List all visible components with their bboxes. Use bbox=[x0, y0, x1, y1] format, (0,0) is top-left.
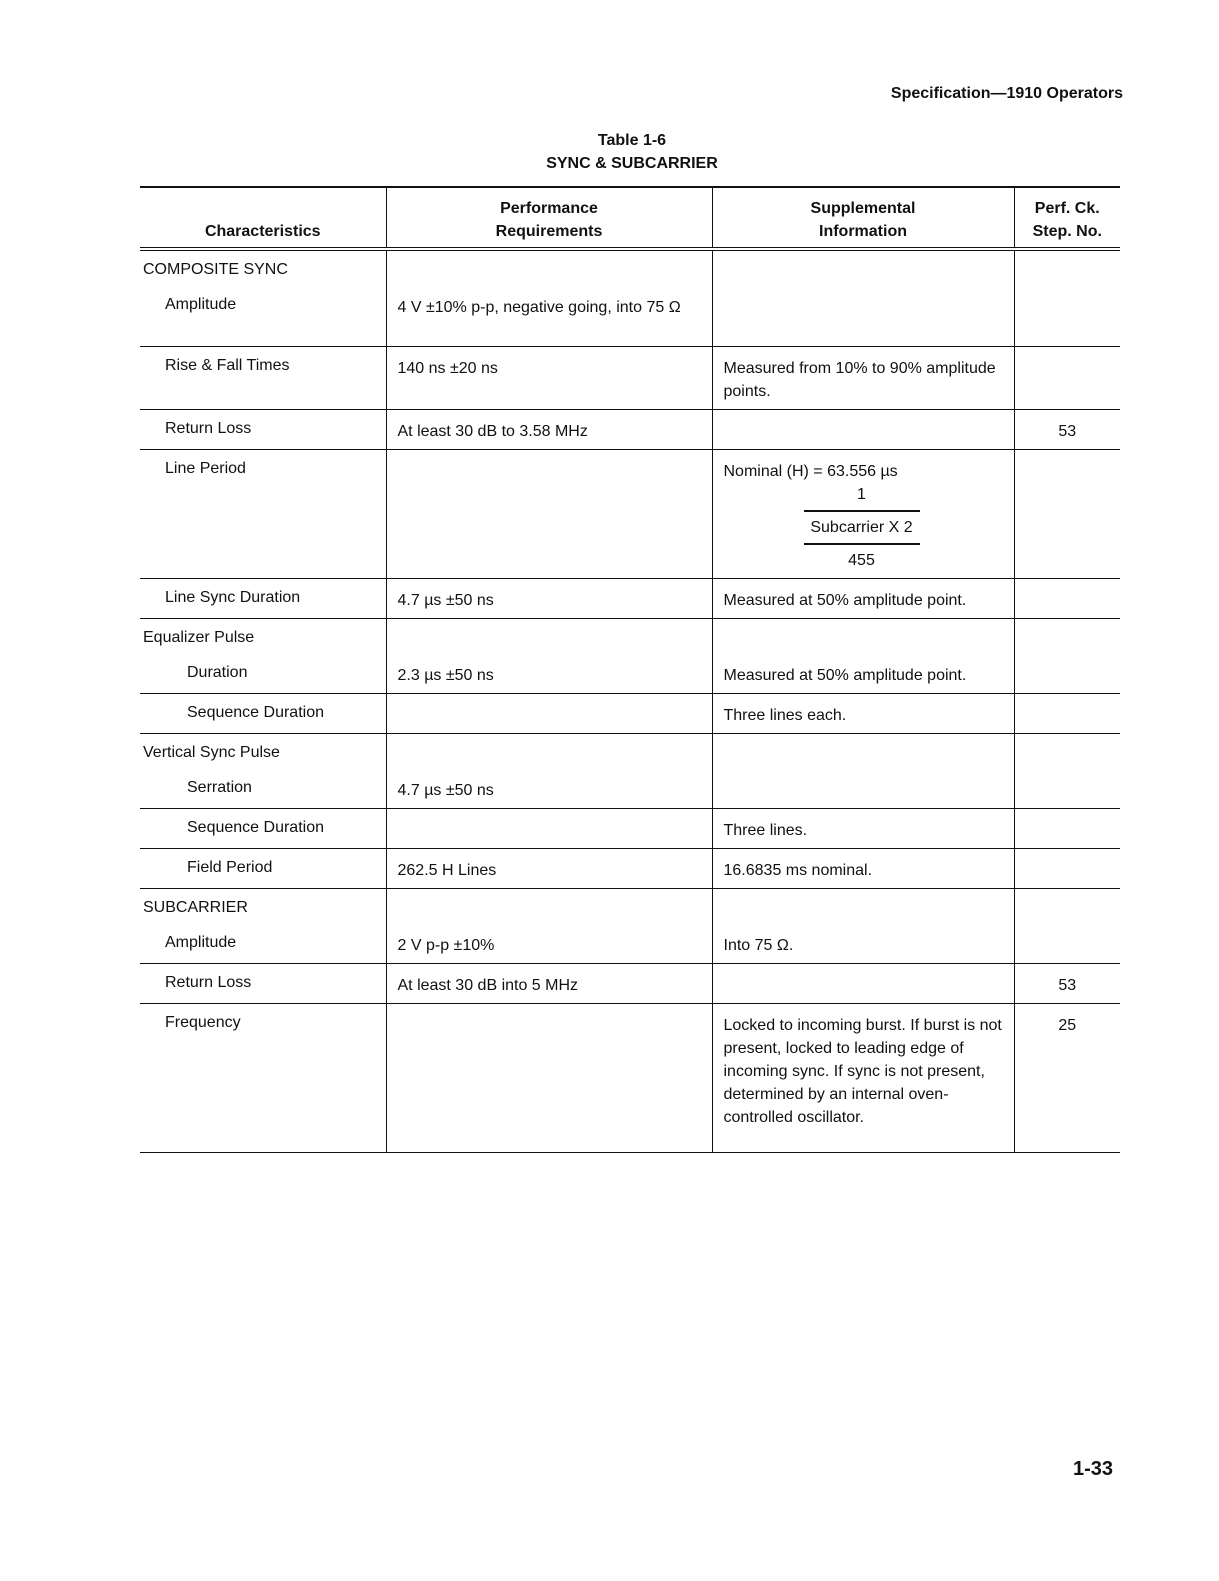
supplemental-cell bbox=[712, 409, 1014, 449]
characteristic-cell bbox=[140, 249, 386, 346]
supplemental-text: Measured at 50% amplitude point. bbox=[723, 591, 967, 609]
fraction-bar bbox=[804, 543, 920, 545]
step-cell bbox=[1014, 808, 1120, 848]
table-row bbox=[140, 578, 1120, 618]
performance-text: 4.7 µs ±50 ns bbox=[397, 591, 494, 609]
supplemental-cell bbox=[712, 249, 1014, 346]
table-row bbox=[140, 1003, 1120, 1152]
group-label: Equalizer Pulse bbox=[143, 628, 255, 646]
characteristic-cell bbox=[140, 618, 386, 693]
table-row bbox=[140, 848, 1120, 888]
header-row bbox=[140, 187, 1120, 249]
performance-text: 4 V ±10% p-p, negative going, into 75 Ω bbox=[397, 299, 681, 316]
characteristic-cell bbox=[140, 1003, 386, 1152]
step-cell bbox=[1014, 733, 1120, 808]
characteristic-cell bbox=[140, 346, 386, 409]
performance-cell bbox=[386, 848, 712, 888]
supplemental-cell bbox=[712, 1003, 1014, 1152]
step-cell bbox=[1014, 888, 1120, 963]
header-characteristics: Characteristics bbox=[204, 223, 321, 240]
characteristic-cell bbox=[140, 693, 386, 733]
table-row bbox=[140, 449, 1120, 578]
step-cell: 53 bbox=[1014, 963, 1120, 1003]
table-row bbox=[140, 963, 1120, 1003]
step-cell bbox=[1014, 618, 1120, 693]
characteristic-name: Amplitude bbox=[165, 933, 237, 951]
fraction bbox=[804, 483, 920, 572]
fraction-denominator: 455 bbox=[848, 551, 875, 569]
performance-cell bbox=[386, 578, 712, 618]
supplemental-cell bbox=[712, 346, 1014, 409]
supplemental-text: Three lines. bbox=[723, 821, 808, 839]
step-cell bbox=[1014, 449, 1120, 578]
step-cell bbox=[1014, 578, 1120, 618]
header-performance: Performance Requirements bbox=[495, 200, 603, 240]
performance-text: At least 30 dB to 3.58 MHz bbox=[397, 422, 588, 440]
characteristic-name: Rise & Fall Times bbox=[165, 356, 290, 374]
supplemental-text: Three lines each. bbox=[723, 706, 847, 724]
performance-text: 262.5 H Lines bbox=[397, 861, 497, 879]
supplemental-text: Into 75 Ω. bbox=[723, 936, 794, 954]
performance-cell bbox=[386, 449, 712, 578]
header-performance-cell bbox=[386, 187, 712, 249]
fraction-numerator: 1 bbox=[857, 485, 866, 503]
characteristic-name: Amplitude bbox=[165, 296, 237, 313]
spec-table bbox=[140, 186, 1120, 1153]
performance-cell bbox=[386, 346, 712, 409]
header-characteristics-cell bbox=[140, 187, 386, 249]
characteristic-cell bbox=[140, 808, 386, 848]
supplemental-cell bbox=[712, 963, 1014, 1003]
characteristic-name: Sequence Duration bbox=[187, 818, 324, 836]
step-cell: 53 bbox=[1014, 409, 1120, 449]
header-step-cell bbox=[1014, 187, 1120, 249]
table-row bbox=[140, 693, 1120, 733]
characteristic-name: Return Loss bbox=[165, 973, 252, 991]
fraction-bar bbox=[804, 510, 920, 512]
supplemental-text: Nominal (H) = 63.556 µs bbox=[723, 462, 898, 480]
performance-cell bbox=[386, 409, 712, 449]
header-supplemental: Supplemental Information bbox=[810, 200, 916, 240]
step-cell: 25 bbox=[1014, 1003, 1120, 1152]
characteristic-cell bbox=[140, 888, 386, 963]
supplemental-text: Measured from 10% to 90% amplitude points. bbox=[723, 359, 996, 400]
performance-text: 4.7 µs ±50 ns bbox=[397, 781, 494, 799]
step-cell bbox=[1014, 249, 1120, 346]
performance-cell bbox=[386, 1003, 712, 1152]
characteristic-cell bbox=[140, 848, 386, 888]
characteristic-name: Field Period bbox=[187, 858, 273, 876]
step-cell bbox=[1014, 346, 1120, 409]
performance-text: 2 V p-p ±10% bbox=[397, 936, 495, 954]
group-label: COMPOSITE SYNC bbox=[143, 261, 288, 278]
characteristic-cell bbox=[140, 449, 386, 578]
supplemental-cell bbox=[712, 449, 1014, 578]
characteristic-name: Duration bbox=[187, 663, 248, 681]
characteristic-cell bbox=[140, 733, 386, 808]
supplemental-cell bbox=[712, 733, 1014, 808]
characteristic-name: Line Period bbox=[165, 459, 246, 477]
performance-text: At least 30 dB into 5 MHz bbox=[397, 976, 579, 994]
supplemental-text: Measured at 50% amplitude point. bbox=[723, 666, 967, 684]
performance-cell bbox=[386, 249, 712, 346]
supplemental-cell bbox=[712, 693, 1014, 733]
table-row bbox=[140, 346, 1120, 409]
performance-cell bbox=[386, 733, 712, 808]
group-label: Vertical Sync Pulse bbox=[143, 743, 280, 761]
characteristic-name: Serration bbox=[187, 778, 252, 796]
characteristic-cell bbox=[140, 963, 386, 1003]
step-cell bbox=[1014, 848, 1120, 888]
supplemental-cell bbox=[712, 618, 1014, 693]
performance-text: 2.3 µs ±50 ns bbox=[397, 666, 494, 684]
characteristic-cell bbox=[140, 578, 386, 618]
table-row bbox=[140, 733, 1120, 808]
supplemental-cell bbox=[712, 808, 1014, 848]
supplemental-cell bbox=[712, 848, 1014, 888]
characteristic-name: Frequency bbox=[165, 1013, 241, 1031]
performance-cell bbox=[386, 808, 712, 848]
supplemental-text: 16.6835 ms nominal. bbox=[723, 861, 873, 879]
running-head: Specification—1910 Operators bbox=[890, 85, 1123, 102]
supplemental-cell bbox=[712, 888, 1014, 963]
characteristic-name: Sequence Duration bbox=[187, 703, 324, 721]
header-step: Perf. Ck. Step. No. bbox=[1032, 200, 1102, 240]
page-number: 1-33 bbox=[1072, 1458, 1113, 1480]
performance-cell bbox=[386, 618, 712, 693]
table-number: Table 1-6 bbox=[597, 132, 667, 149]
characteristic-name: Line Sync Duration bbox=[165, 588, 301, 606]
performance-cell bbox=[386, 888, 712, 963]
table-row bbox=[140, 249, 1120, 346]
group-label: SUBCARRIER bbox=[143, 898, 248, 916]
characteristic-name: Return Loss bbox=[165, 419, 252, 437]
table-row bbox=[140, 808, 1120, 848]
supplemental-cell bbox=[712, 578, 1014, 618]
table-row bbox=[140, 409, 1120, 449]
table-row bbox=[140, 888, 1120, 963]
header-supplemental-cell bbox=[712, 187, 1014, 249]
fraction-middle: Subcarrier X 2 bbox=[810, 518, 913, 536]
performance-text: 140 ns ±20 ns bbox=[397, 359, 498, 377]
performance-cell bbox=[386, 693, 712, 733]
table-title: SYNC & SUBCARRIER bbox=[546, 155, 718, 172]
step-cell bbox=[1014, 693, 1120, 733]
performance-cell bbox=[386, 963, 712, 1003]
characteristic-cell bbox=[140, 409, 386, 449]
supplemental-text: Locked to incoming burst. If burst is not present, locked to leading edge of incoming sync. If sync is not present, determined by an internal oven-controlled oscillator. bbox=[723, 1016, 1002, 1126]
table-row bbox=[140, 618, 1120, 693]
